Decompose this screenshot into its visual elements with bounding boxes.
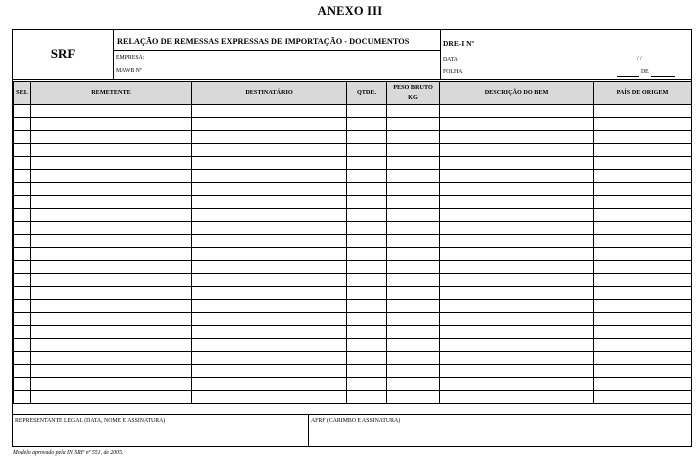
table-cell[interactable] — [594, 391, 692, 404]
table-cell[interactable] — [594, 196, 692, 209]
col-descricao: DESCRIÇÃO DO BEM — [440, 82, 594, 105]
table-cell[interactable] — [192, 274, 347, 287]
table-cell[interactable] — [14, 261, 31, 274]
table-cell[interactable] — [31, 144, 192, 157]
table-cell[interactable] — [440, 222, 594, 235]
table-row — [14, 131, 692, 144]
remessas-table — [13, 81, 692, 404]
table-cell[interactable] — [347, 183, 387, 196]
table-cell[interactable] — [387, 144, 440, 157]
table-cell[interactable] — [440, 274, 594, 287]
table-cell[interactable] — [594, 222, 692, 235]
table-cell[interactable] — [14, 144, 31, 157]
table-cell[interactable] — [594, 287, 692, 300]
table-cell[interactable] — [440, 378, 594, 391]
table-cell[interactable] — [14, 339, 31, 352]
table-cell[interactable] — [31, 313, 192, 326]
table-cell[interactable] — [192, 118, 347, 131]
table-cell[interactable] — [440, 391, 594, 404]
approval-note: Modelo aprovado pela IN SRF nº 551, de 2005. — [13, 450, 124, 456]
table-cell[interactable] — [440, 326, 594, 339]
table-cell[interactable] — [440, 300, 594, 313]
table-cell[interactable] — [31, 274, 192, 287]
table-cell[interactable] — [31, 300, 192, 313]
table-cell[interactable] — [440, 209, 594, 222]
table-cell[interactable] — [192, 131, 347, 144]
table-cell[interactable] — [192, 209, 347, 222]
table-cell[interactable] — [192, 378, 347, 391]
table-cell[interactable] — [192, 261, 347, 274]
table-cell[interactable] — [594, 235, 692, 248]
table-cell[interactable] — [594, 274, 692, 287]
table-row — [14, 248, 692, 261]
table-cell[interactable] — [192, 352, 347, 365]
representante-field[interactable]: REPRESENTANTE LEGAL (DATA, NOME E ASSINATURA) — [13, 415, 309, 447]
table-cell[interactable] — [14, 235, 31, 248]
table-cell[interactable] — [14, 378, 31, 391]
table-cell[interactable] — [594, 248, 692, 261]
table-cell[interactable] — [347, 352, 387, 365]
table-cell[interactable] — [440, 144, 594, 157]
table-cell[interactable] — [14, 391, 31, 404]
table-cell[interactable] — [31, 105, 192, 118]
table-cell[interactable] — [594, 378, 692, 391]
table-cell[interactable] — [347, 105, 387, 118]
table-cell[interactable] — [440, 196, 594, 209]
table-row — [14, 352, 692, 365]
table-cell[interactable] — [192, 183, 347, 196]
dre-label: DRE-I Nº — [443, 39, 475, 48]
table-cell[interactable] — [440, 105, 594, 118]
col-peso: PESO BRUTO KG — [387, 82, 440, 105]
table-cell[interactable] — [192, 313, 347, 326]
table-cell[interactable] — [347, 131, 387, 144]
table-cell[interactable] — [347, 274, 387, 287]
table-cell[interactable] — [31, 248, 192, 261]
table-row — [14, 235, 692, 248]
table-cell[interactable] — [440, 313, 594, 326]
table-cell[interactable] — [31, 365, 192, 378]
table-cell[interactable] — [192, 300, 347, 313]
table-cell[interactable] — [387, 326, 440, 339]
table-cell[interactable] — [14, 183, 31, 196]
col-qtde: QTDE. — [347, 82, 387, 105]
table-cell[interactable] — [347, 248, 387, 261]
table-row — [14, 287, 692, 300]
table-cell[interactable] — [594, 131, 692, 144]
table-cell[interactable] — [387, 274, 440, 287]
table-cell[interactable] — [347, 222, 387, 235]
table-cell[interactable] — [347, 391, 387, 404]
table-cell[interactable] — [440, 183, 594, 196]
afrf-field[interactable]: AFRF (CARIMBO E ASSINATURA) — [311, 418, 401, 424]
table-cell[interactable] — [192, 222, 347, 235]
table-row — [14, 261, 692, 274]
table-cell[interactable] — [594, 118, 692, 131]
table-cell[interactable] — [387, 235, 440, 248]
table-cell[interactable] — [14, 313, 31, 326]
signature-area — [13, 414, 691, 447]
table-cell[interactable] — [192, 157, 347, 170]
table-cell[interactable] — [594, 157, 692, 170]
col-remetente: REMETENTE — [31, 82, 192, 105]
table-cell[interactable] — [192, 144, 347, 157]
table-cell[interactable] — [440, 352, 594, 365]
table-row — [14, 209, 692, 222]
table-row — [14, 365, 692, 378]
table-cell[interactable] — [594, 300, 692, 313]
table-cell[interactable] — [387, 391, 440, 404]
table-cell[interactable] — [14, 248, 31, 261]
table-cell[interactable] — [31, 287, 192, 300]
org-label: SRF — [13, 30, 114, 79]
table-cell[interactable] — [347, 235, 387, 248]
table-row — [14, 105, 692, 118]
table-cell[interactable] — [14, 222, 31, 235]
table-cell[interactable] — [440, 131, 594, 144]
remessas-table-wrap — [13, 81, 691, 415]
table-cell[interactable] — [192, 339, 347, 352]
form-frame — [12, 29, 692, 447]
table-cell[interactable] — [14, 300, 31, 313]
table-cell[interactable] — [192, 326, 347, 339]
table-cell[interactable] — [594, 339, 692, 352]
table-cell[interactable] — [387, 352, 440, 365]
table-cell[interactable] — [594, 352, 692, 365]
table-cell[interactable] — [31, 391, 192, 404]
table-row — [14, 378, 692, 391]
table-row — [14, 274, 692, 287]
table-cell[interactable] — [347, 326, 387, 339]
table-row — [14, 196, 692, 209]
table-cell[interactable] — [347, 300, 387, 313]
table-cell[interactable] — [387, 105, 440, 118]
table-cell[interactable] — [192, 170, 347, 183]
table-cell[interactable] — [440, 170, 594, 183]
table-cell[interactable] — [14, 118, 31, 131]
header-right — [441, 30, 691, 79]
table-cell[interactable] — [387, 300, 440, 313]
table-cell[interactable] — [387, 118, 440, 131]
table-cell[interactable] — [594, 209, 692, 222]
table-cell[interactable] — [594, 183, 692, 196]
table-cell[interactable] — [14, 196, 31, 209]
table-cell[interactable] — [594, 313, 692, 326]
table-cell[interactable] — [440, 235, 594, 248]
table-cell[interactable] — [31, 235, 192, 248]
table-cell[interactable] — [347, 339, 387, 352]
table-cell[interactable] — [347, 170, 387, 183]
table-cell[interactable] — [440, 261, 594, 274]
table-cell[interactable] — [387, 131, 440, 144]
table-cell[interactable] — [14, 209, 31, 222]
table-row — [14, 339, 692, 352]
table-cell[interactable] — [14, 157, 31, 170]
table-cell[interactable] — [192, 365, 347, 378]
table-cell[interactable] — [192, 287, 347, 300]
table-cell[interactable] — [31, 222, 192, 235]
data-value: / / — [637, 56, 642, 62]
data-label: DATA — [443, 57, 458, 63]
table-cell[interactable] — [31, 326, 192, 339]
table-cell[interactable] — [14, 287, 31, 300]
table-cell[interactable] — [387, 209, 440, 222]
table-cell[interactable] — [14, 365, 31, 378]
table-cell[interactable] — [347, 261, 387, 274]
annex-title: ANEXO III — [317, 4, 383, 18]
table-row — [14, 157, 692, 170]
table-cell[interactable] — [347, 209, 387, 222]
table-cell[interactable] — [440, 157, 594, 170]
table-cell[interactable] — [192, 105, 347, 118]
table-cell[interactable] — [594, 365, 692, 378]
table-cell[interactable] — [440, 248, 594, 261]
table-cell[interactable] — [594, 261, 692, 274]
table-row — [14, 222, 692, 235]
table-cell[interactable] — [594, 105, 692, 118]
table-cell[interactable] — [31, 131, 192, 144]
table-cell[interactable] — [31, 261, 192, 274]
table-cell[interactable] — [387, 170, 440, 183]
table-cell[interactable] — [31, 209, 192, 222]
table-row — [14, 313, 692, 326]
table-cell[interactable] — [440, 365, 594, 378]
table-cell[interactable] — [387, 378, 440, 391]
folha-label: FOLHA — [443, 69, 463, 75]
table-cell[interactable] — [440, 339, 594, 352]
table-row — [14, 300, 692, 313]
table-cell[interactable] — [347, 365, 387, 378]
form-header — [13, 30, 691, 80]
table-cell[interactable] — [14, 105, 31, 118]
table-cell[interactable] — [192, 391, 347, 404]
header-middle — [114, 30, 441, 79]
table-cell[interactable] — [14, 326, 31, 339]
table-cell[interactable] — [387, 183, 440, 196]
table-header-row — [14, 82, 692, 105]
table-cell[interactable] — [440, 287, 594, 300]
table-cell[interactable] — [192, 196, 347, 209]
table-cell[interactable] — [192, 248, 347, 261]
table-cell[interactable] — [347, 287, 387, 300]
table-cell[interactable] — [31, 157, 192, 170]
table-cell[interactable] — [31, 378, 192, 391]
table-cell[interactable] — [440, 118, 594, 131]
form-title: RELAÇÃO DE REMESSAS EXPRESSAS DE IMPORTAÇÃO - DOCUMENTOS — [114, 30, 440, 51]
mawb-label: MAWB Nº — [116, 68, 142, 74]
table-row — [14, 326, 692, 339]
table-cell[interactable] — [347, 118, 387, 131]
table-cell[interactable] — [192, 235, 347, 248]
folha-de: DE — [641, 69, 649, 75]
table-cell[interactable] — [387, 261, 440, 274]
col-pais: PAÍS DE ORIGEM — [594, 82, 692, 105]
table-cell[interactable] — [387, 365, 440, 378]
table-cell[interactable] — [14, 170, 31, 183]
table-cell[interactable] — [14, 131, 31, 144]
col-sel: SEL — [14, 82, 31, 105]
table-cell[interactable] — [387, 287, 440, 300]
table-row — [14, 144, 692, 157]
folha-line-2 — [651, 76, 675, 77]
table-cell[interactable] — [14, 352, 31, 365]
table-cell[interactable] — [347, 196, 387, 209]
table-cell[interactable] — [347, 144, 387, 157]
table-cell[interactable] — [387, 222, 440, 235]
table-cell[interactable] — [387, 196, 440, 209]
table-cell[interactable] — [594, 144, 692, 157]
table-cell[interactable] — [31, 352, 192, 365]
table-cell[interactable] — [594, 326, 692, 339]
table-cell[interactable] — [594, 170, 692, 183]
table-cell[interactable] — [31, 118, 192, 131]
table-cell[interactable] — [387, 248, 440, 261]
empresa-label: EMPRESA: — [116, 55, 145, 61]
table-cell[interactable] — [31, 183, 192, 196]
folha-line-1 — [617, 76, 639, 77]
table-row — [14, 118, 692, 131]
table-cell[interactable] — [387, 157, 440, 170]
table-cell[interactable] — [31, 170, 192, 183]
table-cell[interactable] — [31, 196, 192, 209]
table-row — [14, 170, 692, 183]
table-cell[interactable] — [387, 339, 440, 352]
table-cell[interactable] — [31, 339, 192, 352]
table-cell[interactable] — [347, 313, 387, 326]
table-cell[interactable] — [14, 274, 31, 287]
table-cell[interactable] — [347, 378, 387, 391]
col-destinatario: DESTINATÁRIO — [192, 82, 347, 105]
table-cell[interactable] — [347, 157, 387, 170]
table-row — [14, 183, 692, 196]
table-cell[interactable] — [387, 313, 440, 326]
table-row — [14, 391, 692, 404]
